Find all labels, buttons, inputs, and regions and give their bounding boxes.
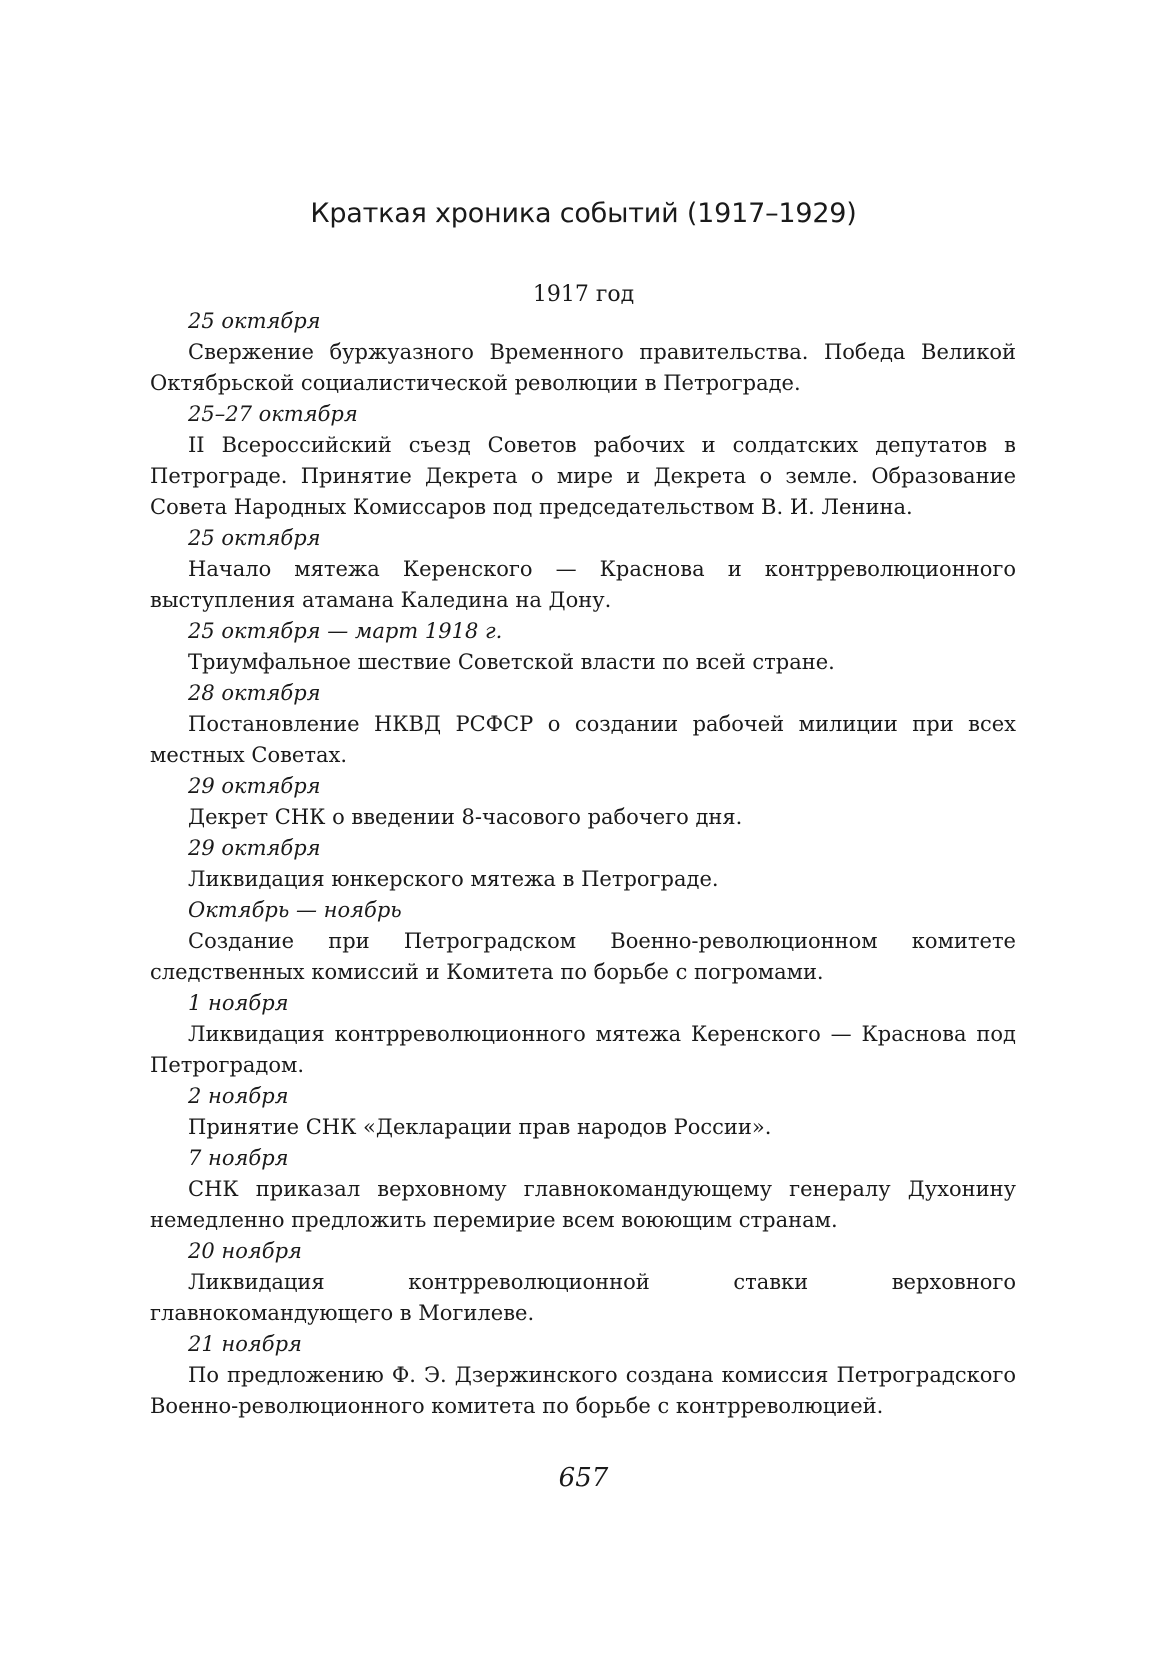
entry-text: Постановление НКВД РСФСР о создании рабочей милиции при всех местных Советах. <box>150 712 1016 767</box>
entry-text: По предложению Ф. Э. Дзержинского создана комиссия Петроградского Военно-революционного комитета по борьбе с контрреволюцией. <box>150 1363 1016 1418</box>
chronicle-entry <box>150 1236 1016 1329</box>
entry-date: 1 ноября <box>188 991 289 1015</box>
entry-text: Ликвидация юнкерского мятежа в Петрограде. <box>188 867 719 891</box>
chronicle-entry <box>150 988 1016 1081</box>
entry-text: II Всероссийский съезд Советов рабочих и солдатских депутатов в Петрограде. Принятие Декрета о мире и Декрета о земле. Образование Совета Народных Комиссаров под председательством В. И. Ленина. <box>150 433 1016 519</box>
entry-date: 28 октября <box>188 681 321 705</box>
entry-date: 25 октября <box>188 309 321 333</box>
chronicle-entry <box>150 1143 1016 1236</box>
entry-text: Ликвидация контрреволюционного мятежа Керенского — Краснова под Петроградом. <box>150 1022 1016 1077</box>
chronicle-entry <box>150 1081 1016 1143</box>
chronicle-list <box>150 306 1016 1422</box>
chronicle-entry <box>150 771 1016 833</box>
entry-date: 2 ноября <box>188 1084 289 1108</box>
chronicle-entry <box>150 895 1016 988</box>
entry-text: Триумфальное шествие Советской власти по всей стране. <box>188 650 835 674</box>
entry-date: 25 октября — март 1918 г. <box>188 619 503 643</box>
entry-date: 20 ноября <box>188 1239 302 1263</box>
entry-text: Создание при Петроградском Военно-революционном комитете следственных комиссий и Комитета по борьбе с погромами. <box>150 929 1016 984</box>
chronicle-entry <box>150 833 1016 895</box>
chronicle-entry <box>150 523 1016 616</box>
entry-date: 21 ноября <box>188 1332 302 1356</box>
chronicle-entry <box>150 399 1016 523</box>
chronicle-entry <box>150 616 1016 678</box>
page-number: 657 <box>558 1463 609 1493</box>
entry-text: Декрет СНК о введении 8-часового рабочего дня. <box>188 805 743 829</box>
chronicle-entry <box>150 306 1016 399</box>
entry-date: Октябрь — ноябрь <box>188 898 402 922</box>
entry-text: СНК приказал верховному главнокомандующему генералу Духонину немедленно предложить перемирие всем воюющим странам. <box>150 1177 1016 1232</box>
year-heading: 1917 год <box>532 282 635 307</box>
entry-text: Ликвидация контрреволюционной ставки верховного главнокомандующего в Могилеве. <box>150 1270 1016 1325</box>
page-title: Краткая хроника событий (1917–1929) <box>310 198 857 229</box>
entry-text: Начало мятежа Керенского — Краснова и контрреволюционного выступления атамана Каледина на Дону. <box>150 557 1016 612</box>
entry-date: 25–27 октября <box>188 402 358 426</box>
chronicle-entry <box>150 678 1016 771</box>
entry-date: 29 октября <box>188 774 321 798</box>
entry-text: Свержение буржуазного Временного правительства. Победа Великой Октябрьской социалистической революции в Петрограде. <box>150 340 1016 395</box>
entry-date: 25 октября <box>188 526 321 550</box>
entry-date: 7 ноября <box>188 1146 289 1170</box>
chronicle-entry <box>150 1329 1016 1422</box>
entry-text: Принятие СНК «Декларации прав народов России». <box>188 1115 772 1139</box>
entry-date: 29 октября <box>188 836 321 860</box>
